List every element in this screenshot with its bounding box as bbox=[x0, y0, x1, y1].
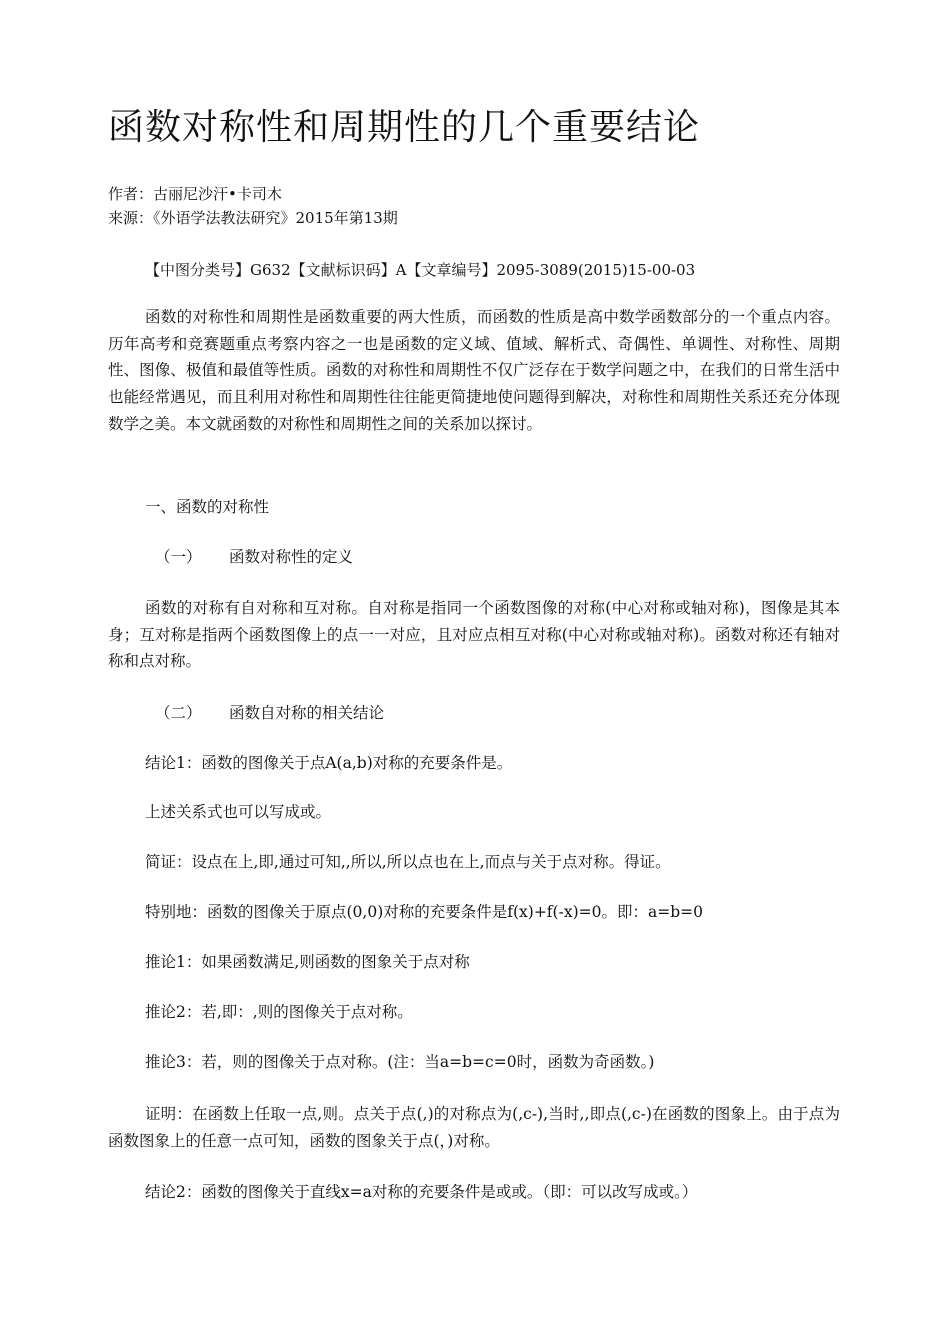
subsection-heading-1 bbox=[155, 545, 353, 569]
definition-paragraph: 函数的对称有自对称和互对称。自对称是指同一个函数图像的对称(中心对称或轴对称)，图像是其本身；互对称是指两个函数图像上的点一一对应，且对应点相互对称(中心对称或轴对称)。函数对称还有轴对称和点对称。 bbox=[108, 599, 840, 671]
corollary-3: 推论3：若，则的图像关于点对称。(注：当a=b=c=0时，函数为奇函数。) bbox=[145, 1053, 655, 1071]
section-heading-1: 一、函数的对称性 bbox=[145, 498, 270, 516]
subsection-heading-2 bbox=[155, 701, 384, 725]
source-line bbox=[108, 206, 398, 230]
brief-proof: 简证：设点在上,即,通过可知,,所以,所以点也在上,而点与关于点对称。得证。 bbox=[145, 853, 671, 871]
author-name: 古丽尼沙汗•卡司木 bbox=[153, 185, 282, 203]
intro-paragraph: 函数的对称性和周期性是函数重要的两大性质，而函数的性质是高中数学函数部分的一个重点内容。历年高考和竞赛题重点考察内容之一也是函数的定义域、值域、解析式、奇偶性、单调性、对称性、周期性、图像、极值和最值等性质。函数的对称性和周期性不仅广泛存在于数学问题之中，在我们的日常生活中也能经常遇见，而且利用对称性和周期性往往能更简捷地使问题得到解决，对称性和周期性关系还充分体现数学之美。本文就函数的对称性和周期性之间的关系加以探讨。 bbox=[108, 308, 840, 433]
subsection-number: （二） bbox=[155, 704, 202, 722]
corollary-2: 推论2：若,即：,则的图像关于点对称。 bbox=[145, 1003, 413, 1021]
conclusion-2: 结论2：函数的图像关于直线x=a对称的充要条件是或或。（即：可以改写成或。） bbox=[145, 1183, 698, 1201]
source-name: 《外语学法教法研究》2015年第13期 bbox=[153, 209, 398, 227]
subsection-title: 函数自对称的相关结论 bbox=[229, 704, 385, 722]
subsection-number: （一） bbox=[155, 548, 202, 566]
source-label: 来源： bbox=[108, 209, 154, 227]
proof-paragraph: 证明：在函数上任取一点,则。点关于点(,)的对称点为(,c-),当时,,即点(,c-)在函数的图象上。由于点为函数图象上的任意一点可知，函数的图象关于点(，)对称。 bbox=[108, 1105, 840, 1150]
rewrite-note: 上述关系式也可以写成或。 bbox=[145, 803, 332, 821]
author-line bbox=[108, 182, 282, 206]
author-label: 作者： bbox=[108, 185, 154, 203]
subsection-title: 函数对称性的定义 bbox=[229, 548, 354, 566]
classification-line: 【中图分类号】G632【文献标识码】A【文章编号】2095-3089(2015)15-00-03 bbox=[145, 261, 696, 279]
article-title: 函数对称性和周期性的几个重要结论 bbox=[108, 107, 701, 148]
corollary-1: 推论1：如果函数满足,则函数的图象关于点对称 bbox=[145, 953, 470, 971]
special-case: 特别地：函数的图像关于原点(0,0)对称的充要条件是f(x)+f(-x)=0。即：a=b=0 bbox=[145, 903, 703, 921]
conclusion-1: 结论1：函数的图像关于点A(a,b)对称的充要条件是。 bbox=[145, 754, 513, 772]
